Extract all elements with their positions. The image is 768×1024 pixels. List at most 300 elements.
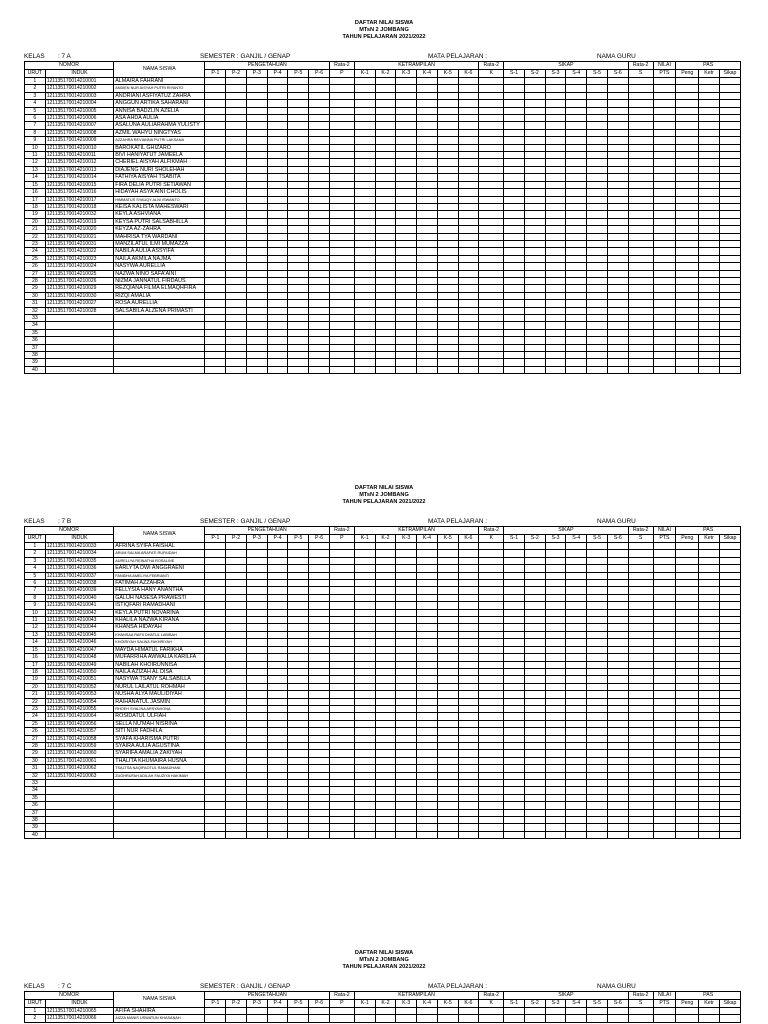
grade-cell	[375, 831, 396, 838]
grade-cell	[479, 285, 504, 292]
grade-cell	[458, 668, 479, 675]
grade-cell	[246, 352, 267, 359]
grade-cell	[676, 226, 699, 233]
student-name: REZQIANA FILMA ELMAQHFIRA	[114, 285, 205, 292]
grade-cell	[288, 85, 309, 92]
grade-cell	[458, 1008, 479, 1015]
grade-cell	[545, 300, 566, 307]
header-p3: P-3	[246, 70, 267, 78]
grade-cell	[329, 720, 354, 727]
grade-cell	[417, 144, 438, 151]
grade-cell	[246, 92, 267, 99]
grade-cell	[566, 277, 587, 284]
row-number: 27	[25, 270, 46, 277]
grade-cell	[587, 802, 608, 809]
grade-cell	[246, 557, 267, 564]
grade-cell	[524, 240, 545, 247]
grade-cell	[607, 159, 628, 166]
grade-cell	[396, 780, 417, 787]
grade-cell	[267, 1015, 288, 1022]
grade-cell	[719, 78, 740, 85]
table-row	[25, 107, 741, 114]
grade-cell	[653, 366, 676, 373]
grade-cell	[267, 654, 288, 661]
grade-cell	[699, 115, 720, 122]
grade-cell	[587, 129, 608, 136]
grade-cell	[375, 329, 396, 336]
grade-cell	[329, 787, 354, 794]
grade-cell	[587, 683, 608, 690]
student-name	[114, 352, 205, 359]
row-number: 33	[25, 780, 46, 787]
header-k4: K-4	[417, 70, 438, 78]
grade-cell	[329, 366, 354, 373]
grade-cell	[458, 263, 479, 270]
grade-cell	[226, 211, 247, 218]
grade-cell	[587, 181, 608, 188]
header-p5: P-5	[288, 1000, 309, 1008]
grade-cell	[566, 817, 587, 824]
header-s1: S-1	[504, 535, 525, 543]
grade-cell	[375, 824, 396, 831]
row-number: 31	[25, 765, 46, 772]
grade-cell	[458, 713, 479, 720]
header-rata2-k: Rata-2	[479, 527, 504, 535]
grade-cell	[375, 676, 396, 683]
grade-cell	[417, 218, 438, 225]
grade-cell	[437, 285, 458, 292]
student-name	[114, 315, 205, 322]
grade-cell	[226, 831, 247, 838]
grade-cell	[417, 728, 438, 735]
grade-cell	[607, 329, 628, 336]
table-row	[25, 315, 741, 322]
grade-cell	[676, 137, 699, 144]
grade-cell	[226, 196, 247, 203]
grade-cell	[437, 809, 458, 816]
grade-cell	[719, 366, 740, 373]
grade-cell	[309, 159, 330, 166]
grade-cell	[417, 1008, 438, 1015]
grade-cell	[396, 166, 417, 173]
grade-cell	[417, 226, 438, 233]
header-rata2-p: Rata-2	[329, 62, 354, 70]
grade-cell	[653, 817, 676, 824]
grade-cell	[205, 587, 226, 594]
grade-cell	[417, 322, 438, 329]
grade-cell	[396, 174, 417, 181]
grade-cell	[653, 270, 676, 277]
grade-cell	[417, 233, 438, 240]
grade-cell	[653, 698, 676, 705]
student-name: AZZAHRA REVIANNA PUTRI LAKSANA	[114, 137, 205, 144]
grade-cell	[375, 359, 396, 366]
grade-cell	[205, 315, 226, 322]
grade-cell	[309, 218, 330, 225]
grade-cell	[587, 780, 608, 787]
grade-cell	[479, 211, 504, 218]
grade-cell	[504, 152, 525, 159]
grade-cell	[417, 817, 438, 824]
grade-cell	[267, 587, 288, 594]
grade-cell	[226, 772, 247, 779]
grade-cell	[267, 661, 288, 668]
grade-cell	[417, 255, 438, 262]
table-row	[25, 78, 741, 85]
grade-cell	[458, 211, 479, 218]
grade-cell	[524, 580, 545, 587]
grade-cell	[226, 366, 247, 373]
grade-cell	[545, 137, 566, 144]
student-name: RAIHANATUL JASMIN	[114, 698, 205, 705]
grade-cell	[226, 337, 247, 344]
grade-cell	[524, 728, 545, 735]
header-induk: INDUK	[45, 70, 113, 78]
grade-cell	[628, 683, 653, 690]
student-nis	[45, 337, 113, 344]
grade-cell	[375, 787, 396, 794]
grade-cell	[545, 322, 566, 329]
grade-cell	[545, 742, 566, 749]
grade-cell	[607, 255, 628, 262]
grade-cell	[288, 631, 309, 638]
grade-cell	[396, 315, 417, 322]
grade-cell	[329, 654, 354, 661]
grade-cell	[288, 337, 309, 344]
grade-cell	[504, 270, 525, 277]
grade-cell	[719, 817, 740, 824]
grade-cell	[226, 668, 247, 675]
student-nis: 121135170014210048	[45, 654, 113, 661]
grade-cell	[566, 292, 587, 299]
grade-cell	[458, 594, 479, 601]
grade-cell	[246, 691, 267, 698]
grade-cell	[676, 609, 699, 616]
grade-cell	[653, 772, 676, 779]
grade-cell	[354, 609, 375, 616]
grade-cell	[587, 750, 608, 757]
grade-cell	[309, 1008, 330, 1015]
grade-cell	[699, 137, 720, 144]
grade-cell	[375, 1008, 396, 1015]
grade-cell	[545, 617, 566, 624]
grade-cell	[205, 691, 226, 698]
student-name: ASA AHDA AULIA	[114, 115, 205, 122]
student-nis: 121135170014210016	[45, 189, 113, 196]
grade-cell	[653, 78, 676, 85]
grade-cell	[205, 668, 226, 675]
semester-label: SEMESTER : GANJIL / GENAP	[200, 53, 291, 60]
grade-cell	[676, 728, 699, 735]
grade-cell	[699, 824, 720, 831]
grade-cell	[267, 344, 288, 351]
grade-cell	[309, 181, 330, 188]
grade-cell	[267, 787, 288, 794]
grade-cell	[653, 602, 676, 609]
row-number: 25	[25, 720, 46, 727]
grade-cell	[437, 742, 458, 749]
grade-cell	[267, 129, 288, 136]
student-nis: 121135170014210062	[45, 765, 113, 772]
table-row	[25, 226, 741, 233]
grade-cell	[504, 780, 525, 787]
grade-cell	[205, 809, 226, 816]
grade-cell	[458, 757, 479, 764]
grade-cell	[354, 352, 375, 359]
grade-cell	[587, 765, 608, 772]
grade-cell	[479, 728, 504, 735]
student-nis	[45, 329, 113, 336]
grade-cell	[288, 757, 309, 764]
grade-cell	[396, 676, 417, 683]
grade-cell	[375, 292, 396, 299]
header-nama-siswa: NAMA SISWA	[114, 62, 205, 78]
grade-cell	[354, 565, 375, 572]
grade-cell	[205, 550, 226, 557]
grade-cell	[329, 550, 354, 557]
grade-cell	[699, 1015, 720, 1022]
header-k6: K-6	[458, 70, 479, 78]
grade-cell	[417, 668, 438, 675]
grade-cell	[653, 683, 676, 690]
grade-cell	[628, 352, 653, 359]
student-name: NAILA AZIZAH AL DISA	[114, 668, 205, 675]
grade-cell	[329, 129, 354, 136]
grade-cell	[504, 742, 525, 749]
student-nis: 121135170014210018	[45, 203, 113, 210]
grade-cell	[417, 203, 438, 210]
grade-cell	[566, 181, 587, 188]
grade-cell	[719, 580, 740, 587]
table-row	[25, 691, 741, 698]
grade-cell	[545, 661, 566, 668]
grade-cell	[628, 602, 653, 609]
grade-cell	[458, 609, 479, 616]
grade-sheet	[0, 485, 768, 839]
grade-cell	[375, 757, 396, 764]
grade-cell	[607, 624, 628, 631]
grade-cell	[205, 557, 226, 564]
grade-cell	[524, 248, 545, 255]
grade-cell	[329, 181, 354, 188]
grade-cell	[288, 817, 309, 824]
grade-cell	[375, 661, 396, 668]
grade-cell	[329, 277, 354, 284]
grade-cell	[628, 757, 653, 764]
grade-cell	[246, 270, 267, 277]
grade-cell	[545, 359, 566, 366]
grade-cell	[354, 802, 375, 809]
grade-cell	[396, 255, 417, 262]
grade-cell	[205, 631, 226, 638]
grade-cell	[246, 115, 267, 122]
table-row	[25, 85, 741, 92]
header-p5: P-5	[288, 70, 309, 78]
grade-cell	[375, 166, 396, 173]
grade-cell	[267, 78, 288, 85]
grade-cell	[417, 337, 438, 344]
header-pas-sikap: Sikap	[719, 1000, 740, 1008]
grade-cell	[396, 713, 417, 720]
grade-cell	[628, 772, 653, 779]
header-p2: P-2	[226, 535, 247, 543]
grade-cell	[699, 728, 720, 735]
grade-cell	[458, 359, 479, 366]
grade-cell	[309, 543, 330, 550]
grade-cell	[607, 218, 628, 225]
grade-cell	[458, 78, 479, 85]
grade-cell	[458, 159, 479, 166]
grade-cell	[545, 765, 566, 772]
student-nis: 121135170014210055	[45, 705, 113, 712]
grade-cell	[267, 646, 288, 653]
grade-cell	[437, 639, 458, 646]
grade-cell	[267, 359, 288, 366]
grade-cell	[676, 1015, 699, 1022]
grade-cell	[396, 292, 417, 299]
grade-cell	[205, 240, 226, 247]
grade-cell	[628, 609, 653, 616]
grade-cell	[437, 676, 458, 683]
grade-cell	[246, 263, 267, 270]
grade-cell	[246, 639, 267, 646]
grade-cell	[205, 300, 226, 307]
grade-cell	[417, 181, 438, 188]
student-name	[114, 824, 205, 831]
grade-cell	[524, 550, 545, 557]
grade-cell	[607, 166, 628, 173]
header-pas-sikap: Sikap	[719, 535, 740, 543]
student-nis	[45, 315, 113, 322]
grade-cell	[354, 631, 375, 638]
grade-cell	[437, 720, 458, 727]
row-number: 25	[25, 255, 46, 262]
grade-cell	[329, 831, 354, 838]
student-name: DIAJENG NURI SHOLEHAH	[114, 166, 205, 173]
grade-cell	[676, 218, 699, 225]
table-row	[25, 780, 741, 787]
grade-cell	[566, 587, 587, 594]
grade-cell	[375, 646, 396, 653]
header-pts: PTS	[653, 70, 676, 78]
grade-cell	[479, 661, 504, 668]
grade-cell	[417, 152, 438, 159]
grade-cell	[205, 757, 226, 764]
grade-cell	[566, 794, 587, 801]
grade-cell	[267, 639, 288, 646]
grade-cell	[354, 255, 375, 262]
grade-cell	[676, 189, 699, 196]
grade-cell	[479, 802, 504, 809]
grade-cell	[417, 270, 438, 277]
grade-cell	[545, 248, 566, 255]
grade-cell	[354, 226, 375, 233]
grade-cell	[587, 565, 608, 572]
grade-cell	[719, 824, 740, 831]
row-number: 40	[25, 831, 46, 838]
grade-cell	[246, 765, 267, 772]
grade-cell	[205, 735, 226, 742]
grade-cell	[653, 107, 676, 114]
grade-cell	[437, 277, 458, 284]
grade-cell	[504, 85, 525, 92]
grade-cell	[545, 218, 566, 225]
grade-cell	[699, 742, 720, 749]
grade-cell	[458, 255, 479, 262]
grade-cell	[607, 668, 628, 675]
grade-cell	[396, 646, 417, 653]
grade-cell	[628, 218, 653, 225]
student-name: KHANSAA RAFII DHATUL LABIBAH	[114, 631, 205, 638]
grade-cell	[566, 654, 587, 661]
table-row	[25, 285, 741, 292]
grade-cell	[267, 602, 288, 609]
grade-cell	[719, 107, 740, 114]
grade-cell	[607, 366, 628, 373]
table-row	[25, 92, 741, 99]
grade-cell	[288, 557, 309, 564]
grade-cell	[504, 543, 525, 550]
grade-cell	[458, 802, 479, 809]
grade-cell	[458, 270, 479, 277]
table-row	[25, 270, 741, 277]
grade-cell	[329, 196, 354, 203]
grade-cell	[417, 159, 438, 166]
grade-cell	[288, 809, 309, 816]
grade-cell	[417, 174, 438, 181]
grade-cell	[676, 787, 699, 794]
grade-cell	[288, 587, 309, 594]
grade-cell	[699, 794, 720, 801]
grade-cell	[479, 203, 504, 210]
row-number: 21	[25, 691, 46, 698]
grade-cell	[607, 1008, 628, 1015]
grade-cell	[676, 543, 699, 550]
grade-cell	[417, 720, 438, 727]
student-nis: 121135170014210051	[45, 676, 113, 683]
grade-cell	[396, 565, 417, 572]
grade-cell	[676, 750, 699, 757]
grade-cell	[587, 580, 608, 587]
header-pas-sikap: Sikap	[719, 70, 740, 78]
table-row	[25, 300, 741, 307]
grade-cell	[205, 159, 226, 166]
grade-cell	[246, 742, 267, 749]
grade-cell	[288, 705, 309, 712]
grade-cell	[226, 543, 247, 550]
header-pts: PTS	[653, 1000, 676, 1008]
grade-cell	[267, 735, 288, 742]
grade-cell	[246, 824, 267, 831]
grade-cell	[329, 137, 354, 144]
student-nis	[45, 794, 113, 801]
grade-cell	[226, 594, 247, 601]
grade-cell	[205, 277, 226, 284]
grade-cell	[607, 750, 628, 757]
grade-cell	[719, 802, 740, 809]
grade-cell	[309, 352, 330, 359]
grade-cell	[329, 218, 354, 225]
grade-cell	[587, 594, 608, 601]
grade-cell	[354, 550, 375, 557]
grade-cell	[479, 787, 504, 794]
grade-cell	[676, 572, 699, 579]
grade-cell	[354, 661, 375, 668]
grade-cell	[719, 594, 740, 601]
row-number: 3	[25, 92, 46, 99]
grade-cell	[545, 152, 566, 159]
grade-cell	[396, 742, 417, 749]
